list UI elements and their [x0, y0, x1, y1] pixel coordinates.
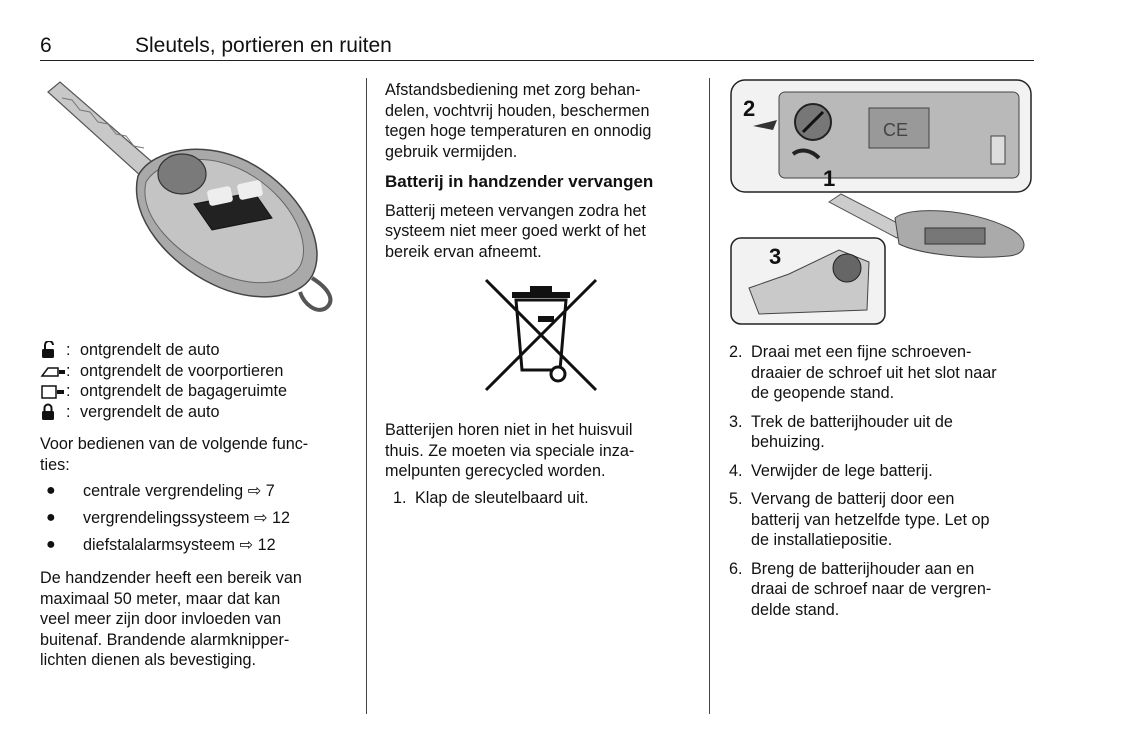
list-item: 2. Draai met een fijne schroeven- draaier de schroef uit het slot naar de geopende stand. [729, 343, 997, 402]
disposal-paragraph: Batterijen horen niet in het huisvuil thuis. Ze moeten via speciale inza- melpunten gerecycled worden. [385, 421, 635, 480]
lock-icon [40, 403, 66, 421]
list-item: 5. Vervang de batterij door een batterij van hetzelfde type. Let op de installatiepositie. [729, 490, 990, 549]
figure-label-2: 2 [743, 96, 756, 121]
legend-text-trunk: ontgrendelt de bagageruimte [80, 382, 287, 400]
cross-reference-link[interactable]: ⇨ 12 [253, 509, 291, 527]
list-item: ● vergrendelingssysteem ⇨ 12 [46, 509, 291, 527]
cross-reference-link[interactable]: ⇨ 12 [239, 536, 276, 554]
weee-crossed-bin-icon [478, 276, 603, 394]
section-heading: Batterij in handzender vervangen [385, 172, 654, 191]
legend-row-trunk: : ontgrendelt de bagageruimte [40, 381, 355, 402]
middle-column [385, 80, 700, 516]
figure-label-3: 3 [769, 244, 782, 269]
legend-text-front-doors: ontgrendelt de voorportieren [80, 361, 284, 380]
column-divider-1 [366, 78, 367, 714]
list-item: 3. Trek de batterijhouder uit de behuizing. [729, 412, 953, 451]
figure-label-1: 1 [823, 166, 836, 191]
unlock-icon [40, 341, 66, 359]
left-column [40, 78, 355, 671]
legend-text-lock: vergrendelt de auto [80, 402, 220, 421]
car-key-illustration [42, 78, 342, 328]
list-item: 6. Breng de batterijhouder aan en draai de schroef naar de vergren- delde stand. [729, 559, 992, 619]
svg-text:CE: CE [883, 120, 909, 140]
page-title: Sleutels, portieren en ruiten [135, 34, 392, 57]
front-doors-icon [40, 362, 66, 380]
range-paragraph: De handzender heeft een bereik van maximaal 50 meter, maar dat kan veel meer zijn door invloeden van buitenaf. Brandende alarmknipper- lichten dienen als bevestiging. [40, 569, 302, 669]
list-item: ● centrale vergrendeling ⇨ 7 [46, 482, 275, 500]
column-divider-2 [709, 78, 710, 714]
functions-intro: Voor bedienen van de volgende func- ties: [40, 435, 309, 474]
list-item: ● diefstalalarmsysteem ⇨ 12 [46, 536, 276, 554]
cross-reference-link[interactable]: ⇨ 7 [247, 482, 275, 500]
list-item: 4. Verwijder de lege batterij. [729, 461, 933, 480]
battery-replacement-illustration [729, 78, 1035, 328]
list-item: 1. Klap de sleutelbaard uit. [393, 488, 589, 507]
right-column [729, 78, 1035, 628]
legend-text-unlock: ontgrendelt de auto [80, 341, 220, 359]
legend-row-lock: : vergrendelt de auto [40, 402, 355, 423]
page-header [40, 34, 1034, 61]
step-list-start [393, 488, 700, 509]
care-paragraph: Afstandsbediening met zorg behan- delen, vochtvrij houden, beschermen tegen hoge temperaturen en onnodig gebruik vermijden. [385, 81, 652, 161]
step-list [729, 342, 1035, 620]
legend-row-unlock: : ontgrendelt de auto [40, 340, 355, 361]
page-number: 6 [40, 34, 52, 57]
legend-row-front-doors: : ontgrendelt de voorportieren [40, 361, 355, 382]
replace-paragraph: Batterij meteen vervangen zodra het systeem niet meer goed werkt of het bereik ervan afneemt. [385, 201, 646, 261]
trunk-icon [40, 382, 66, 400]
function-list [40, 481, 355, 562]
